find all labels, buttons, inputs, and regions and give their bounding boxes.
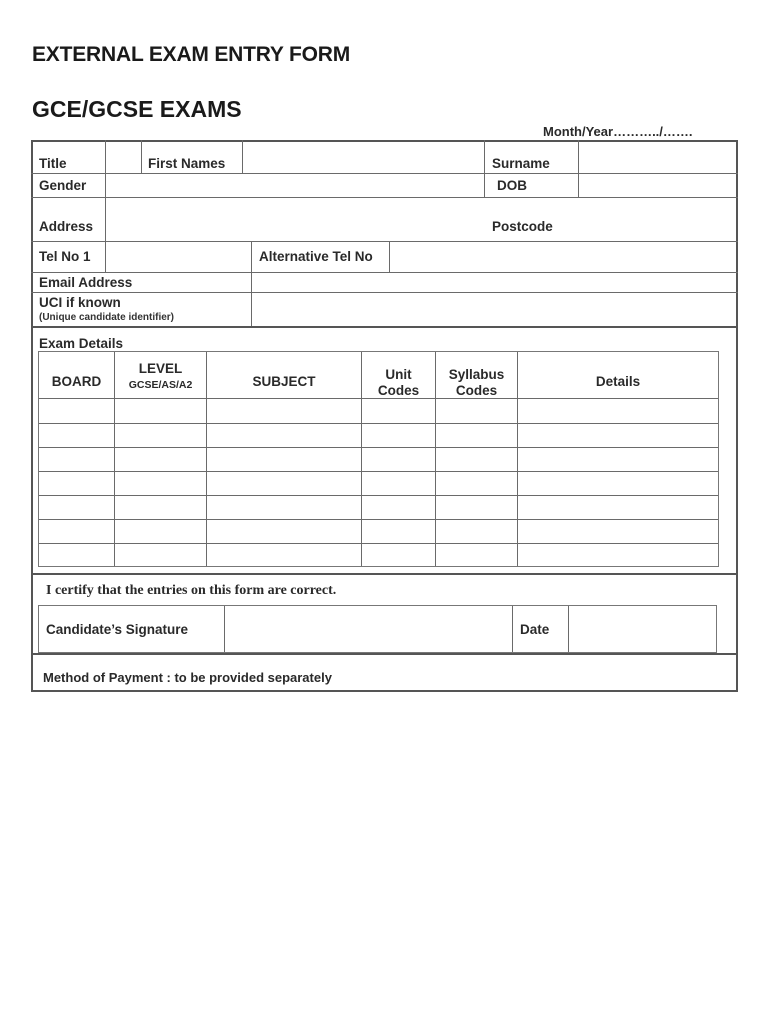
header-unit: Unit bbox=[385, 367, 412, 382]
exam-details-label: Exam Details bbox=[39, 336, 124, 351]
tel1-input[interactable] bbox=[106, 242, 250, 272]
section-divider bbox=[31, 653, 738, 655]
table-row[interactable] bbox=[39, 424, 718, 447]
header-board: BOARD bbox=[51, 374, 102, 389]
dob-input[interactable] bbox=[579, 174, 736, 197]
header-subject: SUBJECT bbox=[252, 374, 316, 389]
table-row[interactable] bbox=[39, 496, 718, 519]
header-syllabus-codes: Codes bbox=[455, 383, 498, 398]
table-row[interactable] bbox=[39, 399, 718, 423]
table-row[interactable] bbox=[39, 448, 718, 471]
table-row[interactable] bbox=[39, 520, 718, 543]
table-row[interactable] bbox=[39, 544, 718, 566]
gender-input[interactable] bbox=[106, 174, 484, 197]
email-input[interactable] bbox=[252, 273, 736, 292]
dob-label: DOB bbox=[497, 178, 527, 193]
cell-divider bbox=[484, 140, 485, 197]
postcode-input[interactable] bbox=[560, 198, 736, 241]
certify-statement: I certify that the entries on this form are correct. bbox=[46, 583, 337, 598]
surname-input[interactable] bbox=[579, 141, 736, 173]
gender-label: Gender bbox=[39, 178, 87, 193]
header-level-sub: GCSE/AS/A2 bbox=[128, 379, 193, 391]
uci-label: UCI if known bbox=[39, 295, 121, 310]
section-divider bbox=[31, 573, 738, 575]
address-label: Address bbox=[39, 219, 94, 234]
surname-label: Surname bbox=[492, 156, 550, 171]
signature-table bbox=[38, 605, 717, 653]
date-label: Date bbox=[520, 622, 550, 637]
alt-tel-label: Alternative Tel No bbox=[259, 249, 373, 264]
exam-table bbox=[38, 351, 719, 567]
cell-divider bbox=[141, 140, 142, 173]
signature-input[interactable] bbox=[225, 606, 512, 652]
section-divider bbox=[31, 326, 738, 328]
uci-input[interactable] bbox=[252, 293, 736, 326]
postcode-label: Postcode bbox=[492, 219, 553, 234]
table-row[interactable] bbox=[39, 472, 718, 495]
tel1-label: Tel No 1 bbox=[39, 249, 91, 264]
title-input[interactable] bbox=[106, 141, 141, 173]
cell-divider bbox=[512, 606, 513, 652]
form-title: EXTERNAL EXAM ENTRY FORM bbox=[32, 43, 351, 66]
first-names-label: First Names bbox=[148, 156, 226, 171]
email-label: Email Address bbox=[39, 275, 133, 290]
header-level: LEVEL bbox=[138, 361, 183, 376]
form-subtitle: GCE/GCSE EXAMS bbox=[32, 96, 242, 122]
date-input[interactable] bbox=[569, 606, 716, 652]
header-unit-codes: Codes bbox=[377, 383, 420, 398]
uci-note: (Unique candidate identifier) bbox=[39, 312, 175, 323]
header-syllabus: Syllabus bbox=[448, 367, 505, 382]
month-year-field[interactable]: Month/Year………../……. bbox=[543, 124, 693, 139]
header-details: Details bbox=[595, 374, 641, 389]
address-input[interactable] bbox=[106, 198, 486, 241]
payment-text: Method of Payment : to be provided separately bbox=[43, 670, 332, 685]
signature-label: Candidate’s Signature bbox=[46, 622, 189, 637]
alt-tel-input[interactable] bbox=[390, 242, 736, 272]
title-label: Title bbox=[39, 156, 67, 171]
first-names-input[interactable] bbox=[243, 141, 484, 173]
